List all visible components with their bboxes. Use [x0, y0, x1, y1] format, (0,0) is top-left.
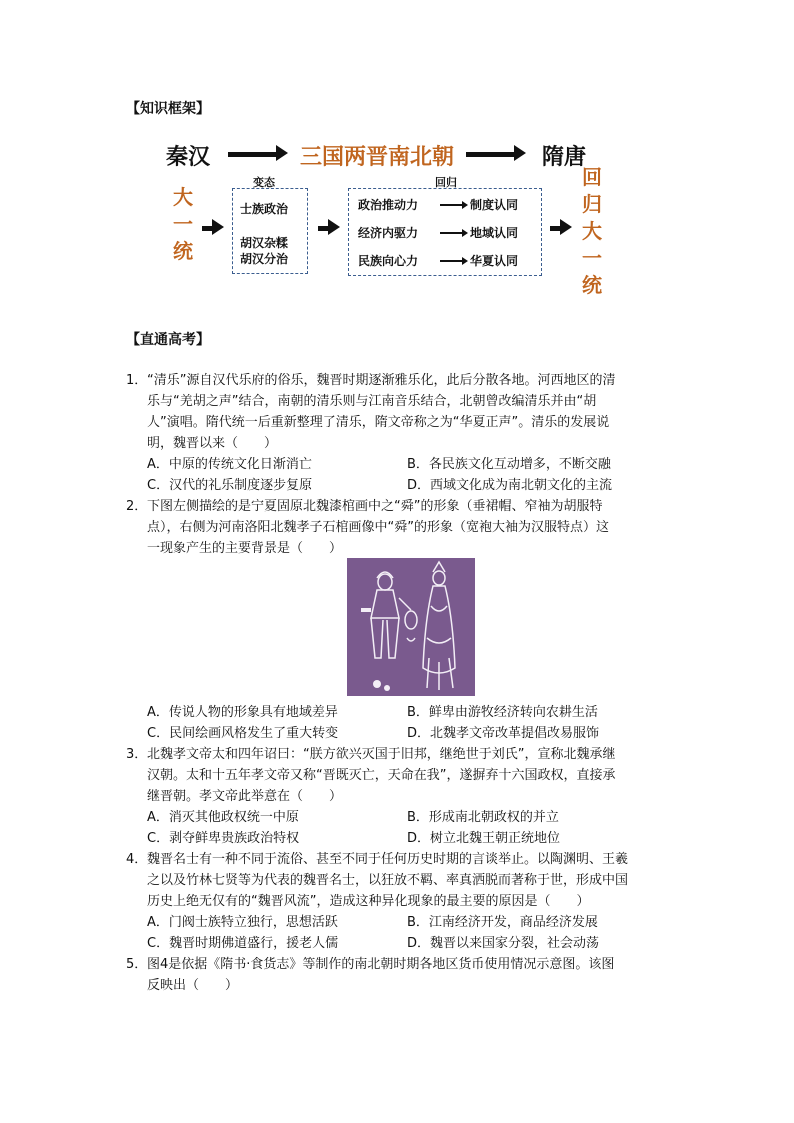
option-c[interactable]: C．汉代的礼乐制度逐步复原 [147, 478, 313, 493]
left-vertical-label [171, 184, 195, 265]
option-a[interactable]: A．中原的传统文化日渐消亡 [147, 457, 312, 472]
option-a[interactable]: A．传说人物的形象具有地域差异 [147, 705, 338, 720]
stem-line: 北魏孝文帝太和四年诏曰：“朕方欲兴灭国于旧邦，继绝世于刘氏”，宣称北魏承继 [147, 747, 616, 762]
question-number: 1． [126, 373, 148, 388]
question-4-options [147, 912, 667, 954]
option-b[interactable]: B．江南经济开发，商品经济发展 [407, 915, 598, 930]
era-sui-tang: 隋唐 [542, 145, 587, 170]
change-item: 胡汉杂糅 [240, 236, 289, 250]
stem-line: 历史上绝无仅有的“魏晋风流”，造成这种异化现象的最主要的原因是（ ） [147, 894, 590, 909]
return-cause: 经济内驱力 [358, 226, 419, 240]
return-result: 地域认同 [470, 226, 519, 240]
question-2 [126, 496, 671, 559]
vertical-char: 统 [173, 239, 193, 263]
framework-section-title: 【知识框架】 [126, 101, 210, 117]
shun-figures-image [347, 558, 475, 696]
question-number: 2． [126, 499, 148, 514]
question-5 [126, 954, 671, 996]
stem-line: 反映出（ ） [147, 978, 239, 993]
question-4 [126, 849, 671, 912]
arrow-head-icon [276, 145, 288, 161]
question-1-options [147, 454, 667, 496]
question-stem [147, 370, 671, 454]
vertical-char: 统 [582, 273, 602, 297]
vertical-char: 大 [173, 185, 193, 209]
stem-line: 继晋朝。孝文帝此举意在（ ） [147, 789, 343, 804]
stem-line: 人”演唱。隋代统一后重新整理了清乐，隋文帝称之为“华夏正声”。清乐的发展说 [147, 415, 610, 430]
change-item: 士族政治 [240, 202, 289, 216]
question-3 [126, 744, 671, 807]
question-1 [126, 370, 671, 454]
stem-line: 之以及竹林七贤等为代表的魏晋名士，以狂放不羁、率真洒脱而著称于世，形成中国 [147, 873, 629, 888]
option-d[interactable]: D．魏晋以来国家分裂，社会动荡 [407, 936, 600, 951]
question-stem [147, 496, 671, 559]
return-cause: 政治推动力 [358, 198, 419, 212]
stem-line: 乐与“羌胡之声”结合，南朝的清乐则与江南音乐结合，北朝曾改编清乐并由“胡 [147, 394, 597, 409]
change-item: 胡汉分治 [240, 252, 289, 266]
vertical-char: 回 [582, 165, 602, 189]
stem-line: 一现象产生的主要背景是（ ） [147, 541, 343, 556]
return-cause: 民族向心力 [358, 254, 419, 268]
option-b[interactable]: B．各民族文化互动增多，不断交融 [407, 457, 611, 472]
option-d[interactable]: D．西域文化成为南北朝文化的主流 [407, 478, 613, 493]
vertical-char: 一 [173, 212, 193, 236]
option-c[interactable]: C．民间绘画风格发生了重大转变 [147, 726, 339, 741]
question-number: 3． [126, 747, 148, 762]
option-b[interactable]: B．形成南北朝政权的并立 [407, 810, 559, 825]
small-arrow-icon [440, 232, 462, 234]
option-a[interactable]: A．门阀士族特立独行，思想活跃 [147, 915, 338, 930]
era-three-kingdoms: 三国两晋南北朝 [300, 145, 455, 170]
question-stem [147, 954, 671, 996]
era-qin-han: 秦汉 [166, 145, 211, 170]
stem-line: 点），右侧为河南洛阳北魏孝子石棺画像中“舜”的形象（宽袍大袖为汉服特点）这 [147, 520, 609, 535]
option-d[interactable]: D．树立北魏王朝正统地位 [407, 831, 561, 846]
return-result: 华夏认同 [470, 254, 519, 268]
arrow-icon [228, 152, 278, 157]
question-number: 5． [126, 957, 148, 972]
option-c[interactable]: C．魏晋时期佛道盛行，援老人儒 [147, 936, 339, 951]
question-number: 4． [126, 852, 148, 867]
question-2-options [147, 702, 667, 744]
change-label: 变态 [253, 176, 275, 189]
option-a[interactable]: A．消灭其他政权统一中原 [147, 810, 299, 825]
arrow-head-icon [328, 219, 340, 235]
arrow-icon [466, 152, 516, 157]
question-3-options [147, 807, 667, 849]
small-arrow-icon [440, 204, 462, 206]
return-label: 回归 [435, 176, 457, 189]
vertical-char: 一 [582, 246, 602, 270]
question-stem [147, 849, 671, 912]
stem-line: “清乐”源自汉代乐府的俗乐，魏晋时期逐渐雅乐化，此后分散各地。河西地区的清 [147, 373, 616, 388]
arrow-head-icon [514, 145, 526, 161]
small-arrow-icon [440, 260, 462, 262]
right-vertical-label [580, 164, 604, 299]
knowledge-diagram [150, 128, 620, 308]
return-result: 制度认同 [470, 198, 519, 212]
arrow-head-icon [560, 219, 572, 235]
stem-line: 汉朝。太和十五年孝文帝又称“晋既灭亡，天命在我”，遂摒弃十六国政权，直接承 [147, 768, 616, 783]
stem-line: 明，魏晋以来（ ） [147, 436, 278, 451]
option-c[interactable]: C．剥夺鲜卑贵族政治特权 [147, 831, 300, 846]
vertical-char: 大 [582, 219, 602, 243]
arrow-head-icon [212, 219, 224, 235]
question-stem [147, 744, 671, 807]
stem-line: 魏晋名士有一种不同于流俗、甚至不同于任何历史时期的言谈举止。以陶渊明、王羲 [147, 852, 629, 867]
exam-section-title: 【直通高考】 [126, 332, 210, 348]
stem-line: 下图左侧描绘的是宁夏固原北魏漆棺画中之“舜”的形象（垂裙帽、窄袖为胡服特 [147, 499, 603, 514]
option-b[interactable]: B．鲜卑由游牧经济转向农耕生活 [407, 705, 598, 720]
option-d[interactable]: D．北魏孝文帝改革提倡改易服饰 [407, 726, 600, 741]
stem-line: 图4是依据《隋书·食货志》等制作的南北朝时期各地区货币使用情况示意图。该图 [147, 957, 615, 972]
vertical-char: 归 [582, 192, 602, 216]
figure-illustration [347, 558, 475, 696]
